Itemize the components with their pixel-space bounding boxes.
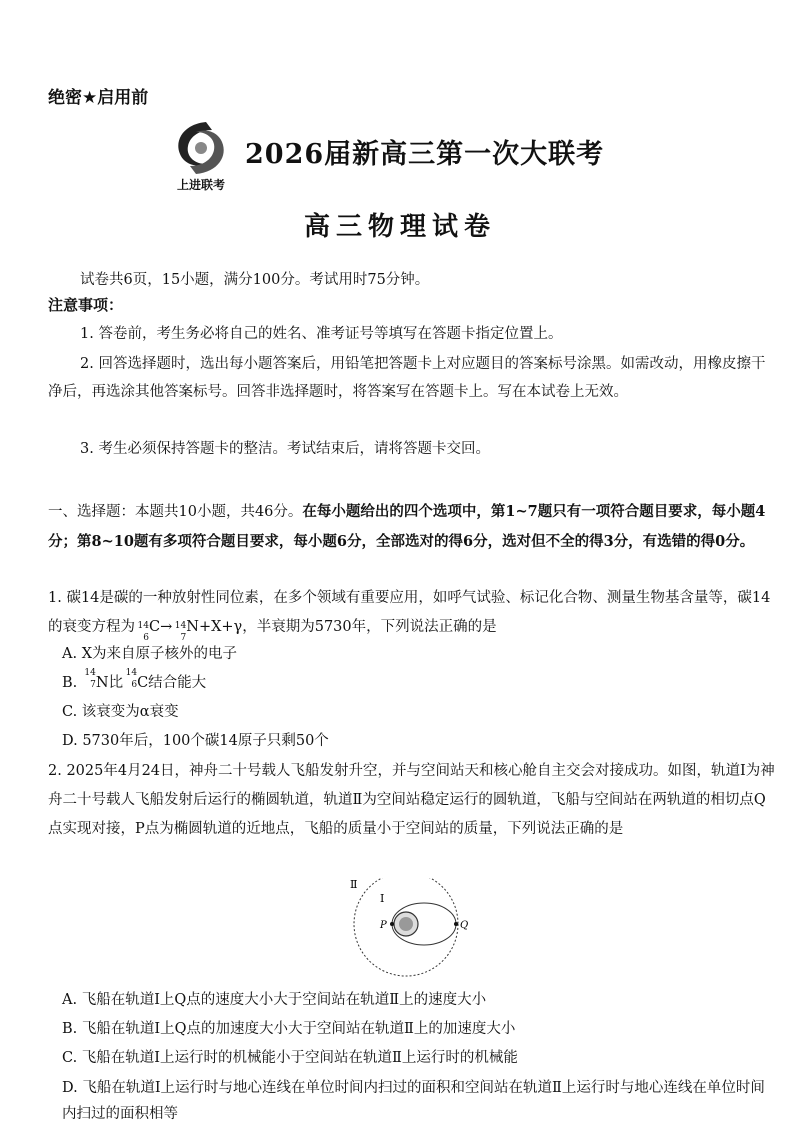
section-head: 一、选择题：本题共10小题，共46分。 bbox=[48, 504, 303, 520]
carbon-nuclide bbox=[135, 616, 149, 643]
subject-title: 高三物理试卷 bbox=[303, 212, 496, 242]
question-2-stem: 2. 2025年4月24日，神舟二十号载人飞船发射升空，并与空间站天和核心舱自主交会对接成功。如图，轨道Ⅰ为神舟二十号载人飞船发射后运行的椭圆轨道，轨道Ⅱ为空间站稳定运行的圆轨道，飞船与空间站在两轨道的相切点Q点实现对接，P点为椭圆轨道的近地点，飞船的质量小于空间站的质量，下列说法正确的是 bbox=[48, 763, 775, 837]
notice-item-2: 2. 回答选择题时，选出每小题答案后，用铅笔把答题卡上对应题目的答案标号涂黑。如需改动，用橡皮擦干净后，再选涂其他答案标号。回答非选择题时，将答案写在答题卡上。写在本试卷上无效。 bbox=[48, 356, 766, 400]
optb-text-c: C结合能大 bbox=[137, 675, 207, 691]
q1-option-b-prefix: B. bbox=[62, 675, 82, 691]
q2-option-d: D. 飞船在轨道Ⅰ上运行时与地心连线在单位时间内扫过的面积和空间站在轨道Ⅱ上运行时与地心连线在单位时间内扫过的面积相等 bbox=[62, 1080, 765, 1122]
label-p: P bbox=[380, 920, 387, 931]
q1-option-d: D. 5730年后，100个碳14原子只剩50个 bbox=[62, 733, 329, 749]
optb-text-n: N比 bbox=[95, 675, 124, 691]
confidential-label: 绝密★启用前 bbox=[48, 88, 149, 108]
label-orbit-ii: Ⅱ bbox=[350, 878, 358, 891]
nitrogen-nuclide bbox=[172, 616, 187, 643]
optb-c-num: 6 bbox=[131, 680, 138, 690]
logo-swirl-icon bbox=[166, 118, 236, 178]
optb-n-mass: 14 bbox=[84, 668, 96, 678]
c-atomic-number: 6 bbox=[143, 633, 149, 643]
exam-intro: 试卷共6页，15小题，满分100分。考试用时75分钟。 bbox=[80, 272, 430, 288]
point-p bbox=[390, 922, 394, 926]
orbit-diagram bbox=[340, 878, 470, 988]
eq-carbon: C→ bbox=[149, 619, 173, 635]
n-atomic-number: 7 bbox=[180, 633, 187, 643]
q2-option-c: C. 飞船在轨道Ⅰ上运行时的机械能小于空间站在轨道Ⅱ上运行时的机械能 bbox=[62, 1050, 518, 1066]
point-q bbox=[454, 922, 458, 926]
c-mass-number: 14 bbox=[137, 621, 149, 631]
question-1-stem bbox=[48, 584, 776, 642]
q2-option-b: B. 飞船在轨道Ⅰ上Q点的加速度大小大于空间站在轨道Ⅱ上的加速度大小 bbox=[62, 1021, 516, 1037]
section-header bbox=[48, 497, 776, 557]
earth-core bbox=[399, 917, 413, 931]
label-q: Q bbox=[460, 920, 469, 931]
q1-option-b bbox=[62, 668, 207, 692]
optb-carbon-nuclide bbox=[123, 668, 138, 690]
n-mass-number: 14 bbox=[174, 621, 187, 631]
q1-stem-part-a: 1. 碳14是碳的一种放射性同位素，在多个领域有重要应用，如呼气试验、标记化合物、测量生物基含量等，碳14的衰变方程为 bbox=[48, 590, 771, 635]
logo-text: 上进联考 bbox=[176, 178, 225, 192]
q2-option-a: A. 飞船在轨道Ⅰ上Q点的速度大小大于空间站在轨道Ⅱ上的速度大小 bbox=[62, 992, 487, 1008]
notice-item-3: 3. 考生必须保持答题卡的整洁。考试结束后，请将答题卡交回。 bbox=[80, 441, 490, 457]
q1-stem-part-b: ，半衰期为5730年，下列说法正确的是 bbox=[242, 619, 497, 635]
exam-title: 2026届新高三第一次大联考 bbox=[245, 139, 605, 170]
q1-option-a: A. X为来自原子核外的电子 bbox=[62, 646, 238, 662]
q1-option-c: C. 该衰变为α衰变 bbox=[62, 704, 179, 720]
exam-logo bbox=[166, 118, 236, 200]
eq-products: N+X+γ bbox=[186, 619, 243, 635]
notice-item-1: 1. 答卷前，考生务必将自己的姓名、准考证号等填写在答题卡指定位置上。 bbox=[80, 326, 563, 342]
optb-n-num: 7 bbox=[90, 680, 96, 690]
optb-nitrogen-nuclide bbox=[82, 668, 96, 690]
label-orbit-i: Ⅰ bbox=[380, 892, 385, 905]
optb-c-mass: 14 bbox=[125, 668, 138, 678]
section-instructions: 在每小题给出的四个选项中，第1~7题只有一项符合题目要求，每小题4分；第8~10题有多项符合题目要求，每小题6分，全部选对的得6分，选对但不全的得3分，有选错的得0分。 bbox=[48, 503, 766, 550]
notice-heading: 注意事项： bbox=[48, 296, 124, 314]
